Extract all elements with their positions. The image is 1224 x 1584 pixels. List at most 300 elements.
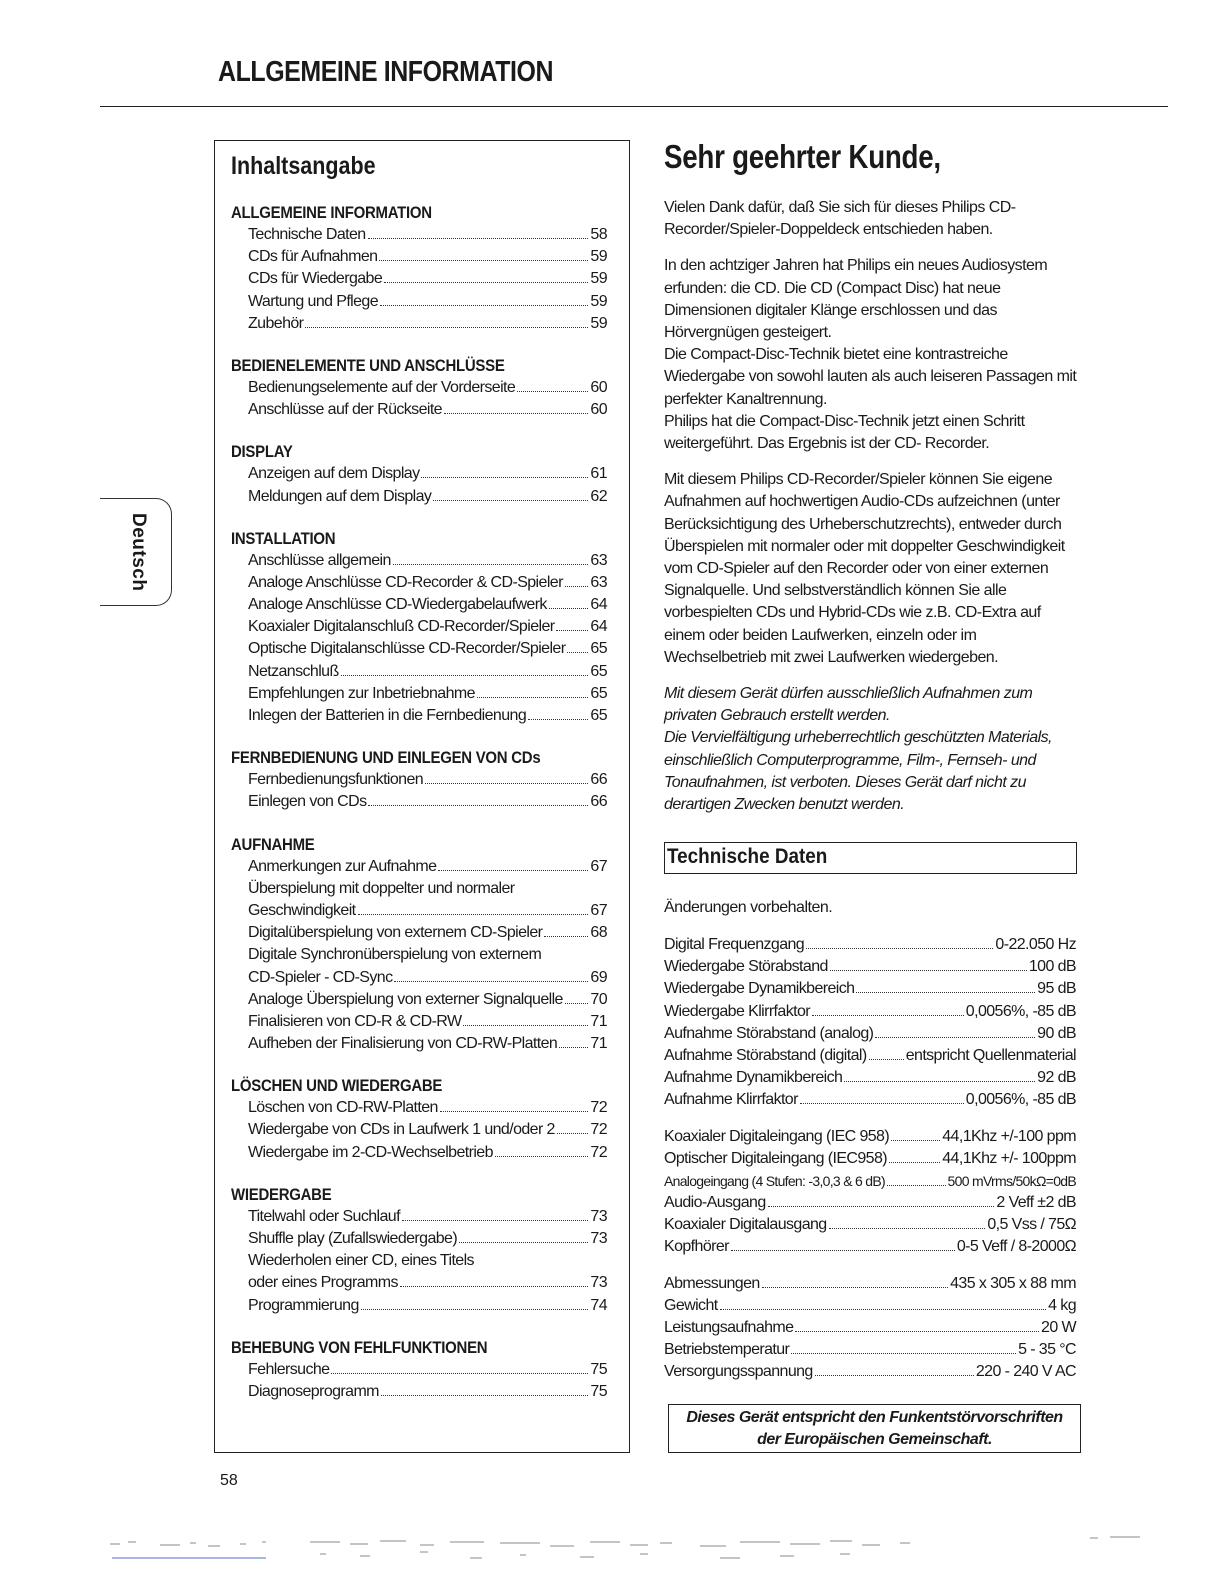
toc-leader-dots <box>556 630 588 631</box>
toc-entry-title: Anschlüsse allgemein <box>248 551 391 569</box>
toc-leader-dots <box>425 783 588 784</box>
toc-page-number: 74 <box>590 1296 607 1314</box>
spec-leader-dots <box>812 1015 964 1016</box>
spec-value: 100 dB <box>1028 958 1076 976</box>
toc-entry-line <box>248 1381 607 1403</box>
toc-leader-dots <box>477 697 588 698</box>
toc-leader-dots <box>400 1286 589 1287</box>
toc-page-number: 75 <box>590 1382 607 1400</box>
spec-leader-dots <box>795 1331 1039 1332</box>
compliance-notice <box>668 1404 1081 1453</box>
spec-leader-dots <box>889 1162 940 1163</box>
toc-page-number: 73 <box>590 1230 607 1247</box>
table-of-contents <box>214 140 630 1453</box>
toc-entry-title: Wiederholen einer CD, eines Titels <box>248 1252 474 1270</box>
spec-row <box>664 1126 1076 1148</box>
toc-page-number: 61 <box>590 465 607 483</box>
toc-entry[interactable] <box>248 878 607 922</box>
toc-entry-title: Wartung und Pflege <box>248 292 379 310</box>
toc-entry-line <box>248 1295 607 1317</box>
toc-section <box>231 1184 607 1317</box>
toc-entry-title: Aufheben der Finalisierung von CD-RW-Platten <box>248 1035 558 1053</box>
toc-entry-title: Anmerkungen zur Aufnahme <box>248 857 437 875</box>
toc-leader-dots <box>495 1156 588 1157</box>
spec-value: 500 mVrms/50kΩ=0dB <box>947 1172 1076 1189</box>
toc-page-number: 71 <box>590 1012 607 1030</box>
toc-leader-dots <box>358 914 589 915</box>
toc-leader-dots <box>402 1220 588 1221</box>
toc-entry[interactable] <box>248 572 607 594</box>
toc-entry-line <box>248 377 607 399</box>
spec-row <box>664 1192 1076 1214</box>
intro-line: Tonaufnahmen, ist verboten. Dieses Gerät darf nicht zu <box>664 773 1026 791</box>
toc-entry[interactable] <box>248 377 607 399</box>
toc-entry-line <box>248 1119 607 1141</box>
toc-section <box>231 528 607 728</box>
toc-entry-title: Titelwahl oder Suchlauf <box>248 1207 400 1225</box>
intro-line: Die Vervielfältigung urheberrechtlich geschützten Materials, <box>664 729 1052 747</box>
spec-value: 0,0056%, -85 dB <box>965 1091 1076 1109</box>
page-header-title: ALLGEMEINE INFORMATION <box>218 56 554 88</box>
intro-line: Überspielen mit normaler oder mit doppelter Geschwindigkeit <box>664 537 1065 555</box>
toc-entry-line <box>248 1033 607 1055</box>
toc-entry-line <box>248 1272 607 1294</box>
toc-page-number: 63 <box>590 573 607 591</box>
toc-page-number: 66 <box>590 793 607 811</box>
toc-entry-line <box>248 313 607 335</box>
intro-line: einschließlich Computerprogramme, Film-, Fernseh- und <box>664 751 1036 769</box>
toc-page-number: 71 <box>590 1035 607 1053</box>
toc-entry-title: Analoge Anschlüsse CD-Recorder & CD-Spieler <box>248 573 563 591</box>
toc-entry-title: Anschlüsse auf der Rückseite <box>248 401 442 419</box>
toc-entry-title: Löschen von CD-RW-Platten <box>248 1099 438 1117</box>
intro-line: Signalquelle. Und selbstverständlich können Sie alle <box>664 582 1007 600</box>
toc-leader-dots <box>384 282 588 283</box>
spec-value: 20 W <box>1041 1319 1076 1336</box>
toc-page-number: 65 <box>590 662 607 680</box>
toc-entry-title: Finalisieren von CD-R & CD-RW <box>248 1012 462 1030</box>
spec-label: Aufnahme Störabstand (digital) <box>664 1046 867 1064</box>
spec-leader-dots <box>768 1206 995 1207</box>
toc-entry-line <box>248 268 607 290</box>
spec-note: Änderungen vorbehalten. <box>664 899 833 916</box>
scan-artifact-decoration <box>0 1530 1224 1584</box>
spec-row <box>664 1001 1076 1023</box>
greeting-title: Sehr geehrter Kunde, <box>664 138 941 175</box>
intro-paragraph <box>664 197 1084 241</box>
toc-entry-title: Meldungen auf dem Display <box>248 487 432 505</box>
toc-leader-dots <box>379 260 588 261</box>
toc-entry[interactable] <box>248 1011 607 1033</box>
spec-row <box>664 1273 1076 1295</box>
spec-label: Optischer Digitaleingang (IEC958) <box>664 1149 887 1167</box>
spec-row <box>664 956 1076 978</box>
intro-line: weitergeführt. Das Ergebnis ist der CD- Recorder. <box>664 435 990 453</box>
toc-section <box>231 1337 607 1403</box>
toc-leader-dots <box>381 1395 588 1396</box>
toc-entry[interactable] <box>248 856 607 878</box>
toc-leader-dots <box>565 1003 589 1004</box>
spec-leader-dots <box>720 1309 1047 1310</box>
language-tab <box>100 498 172 606</box>
spec-leader-dots <box>869 1059 904 1060</box>
toc-leader-dots <box>565 586 589 587</box>
toc-entry[interactable] <box>248 399 607 421</box>
toc-entry[interactable] <box>248 463 607 485</box>
toc-page-number: 67 <box>590 857 607 875</box>
toc-entry-title: Optische Digitalanschlüsse CD-Recorder/Spieler <box>248 640 566 658</box>
spec-label: Wiedergabe Klirrfaktor <box>664 1002 810 1020</box>
toc-entry-line <box>248 967 607 989</box>
toc-entry-line <box>248 683 607 705</box>
toc-entry[interactable] <box>248 1033 607 1055</box>
toc-page-number: 65 <box>590 707 607 724</box>
toc-entry[interactable] <box>248 1206 607 1228</box>
intro-line: vorbespielten CDs und Hybrid-CDs wie z.B. CD-Extra auf <box>664 604 1041 622</box>
toc-leader-dots <box>440 1111 589 1112</box>
spec-group <box>664 934 1076 1112</box>
toc-section-heading: AUFNAHME <box>231 834 315 854</box>
toc-entry[interactable] <box>248 638 607 660</box>
toc-sections <box>231 202 607 1423</box>
toc-entry-title: Wiedergabe im 2-CD-Wechselbetrieb <box>248 1143 493 1161</box>
toc-entry[interactable] <box>248 989 607 1011</box>
toc-page-number: 65 <box>590 640 607 658</box>
intro-line: erfunden: die CD. Die CD (Compact Disc) hat neue <box>664 279 1001 297</box>
toc-entry-title: Geschwindigkeit <box>248 901 356 919</box>
toc-entry[interactable] <box>248 550 607 572</box>
toc-section-heading: WIEDERGABE <box>231 1184 332 1204</box>
toc-entry[interactable] <box>248 791 607 813</box>
toc-leader-dots <box>368 805 588 806</box>
spec-value: 0,5 Vss / 75Ω <box>987 1216 1076 1234</box>
toc-leader-dots <box>517 391 588 392</box>
toc-leader-dots <box>421 477 588 478</box>
toc-page-number: 67 <box>590 901 607 919</box>
toc-leader-dots <box>567 652 588 653</box>
toc-entry[interactable] <box>248 1228 607 1250</box>
spec-value: 0-22.050 Hz <box>995 936 1076 953</box>
intro-line: Recorder/Spieler-Doppeldeck entschieden haben. <box>664 221 993 239</box>
toc-entry[interactable] <box>248 661 607 683</box>
toc-leader-dots <box>463 1025 588 1026</box>
toc-entry-line <box>248 900 607 922</box>
toc-entry-line <box>248 944 607 966</box>
spec-label: Aufnahme Klirrfaktor <box>664 1091 798 1109</box>
intro-line: Philips hat die Compact-Disc-Technik jetzt einen Schritt <box>664 412 1025 430</box>
spec-leader-dots <box>762 1287 948 1288</box>
toc-entry-line <box>248 769 607 791</box>
toc-page-number: 60 <box>590 401 607 419</box>
toc-page-number: 60 <box>590 378 607 396</box>
toc-entry-line <box>248 224 607 246</box>
toc-leader-dots <box>361 1309 589 1310</box>
spec-title-box <box>664 842 1077 874</box>
spec-leader-dots <box>856 992 1035 993</box>
toc-entry[interactable] <box>248 594 607 616</box>
toc-entry-line <box>248 1142 607 1164</box>
spec-label: Digital Frequenzgang <box>664 936 805 953</box>
toc-page-number: 64 <box>590 596 607 614</box>
intro-line: Die Compact-Disc-Technik bietet eine kontrastreiche <box>664 346 1008 364</box>
intro-line: Wiedergabe von sowohl lauten als auch leiseren Passagen mit <box>664 368 1077 386</box>
toc-entry-line <box>248 594 607 616</box>
toc-entry-title: Empfehlungen zur Inbetriebnahme <box>248 684 475 702</box>
toc-entry-title: Fernbedienungsfunktionen <box>248 771 424 789</box>
toc-leader-dots <box>305 327 588 328</box>
toc-page-number: 72 <box>590 1121 607 1139</box>
language-tab-label: Deutsch <box>128 513 149 592</box>
toc-entry[interactable] <box>248 1359 607 1381</box>
toc-leader-dots <box>341 675 589 676</box>
spec-label: Wiedergabe Störabstand <box>664 958 828 976</box>
toc-entry-title: Zubehör <box>248 314 304 332</box>
spec-value: 44,1Khz +/- 100ppm <box>942 1149 1076 1167</box>
toc-entry-title: Shuffle play (Zufallswiedergabe) <box>248 1230 458 1247</box>
intro-line: einem oder beiden Laufwerken, einzeln oder im <box>664 626 977 644</box>
toc-page-number: 62 <box>590 487 607 505</box>
spec-label: Aufnahme Störabstand (analog) <box>664 1024 874 1042</box>
toc-entry-title: Inlegen der Batterien in die Fernbedienung <box>248 707 527 724</box>
toc-entry-line <box>248 791 607 813</box>
toc-entry-title: Koaxialer Digitalanschluß CD-Recorder/Spieler <box>248 618 555 636</box>
toc-entry[interactable] <box>248 1119 607 1141</box>
toc-entry-line <box>248 1206 607 1228</box>
toc-entry-line <box>248 638 607 660</box>
toc-entry-line <box>248 1011 607 1033</box>
intro-line: In den achtziger Jahren hat Philips ein neues Audiosystem <box>664 257 1048 275</box>
toc-page-number: 75 <box>590 1360 607 1378</box>
spec-value: 4 kg <box>1048 1296 1076 1314</box>
spec-label: Leistungsaufnahme <box>664 1319 794 1336</box>
toc-page-number: 58 <box>590 226 607 243</box>
toc-entry-title: Digitale Synchronüberspielung von externem <box>248 946 542 964</box>
toc-entry[interactable] <box>248 683 607 705</box>
toc-entry-line <box>248 705 607 727</box>
spec-label: Koaxialer Digitalausgang <box>664 1216 827 1234</box>
spec-label: Koaxialer Digitaleingang (IEC 958) <box>664 1127 890 1145</box>
spec-label: Gewicht <box>664 1296 718 1314</box>
toc-leader-dots <box>528 719 588 720</box>
spec-row <box>664 1339 1076 1361</box>
toc-page-number: 73 <box>590 1274 607 1292</box>
toc-entry-title: CDs für Wiedergabe <box>248 270 383 288</box>
intro-line: privaten Gebrauch erstellt werden. <box>664 707 890 725</box>
toc-page-number: 65 <box>590 684 607 702</box>
toc-entry-title: Programmierung <box>248 1296 359 1314</box>
spec-label: Analogeingang (4 Stufen: -3,0,3 & 6 dB) <box>664 1172 885 1189</box>
compliance-line: der Europäischen Gemeinschaft. <box>757 1431 992 1448</box>
toc-entry-line <box>248 463 607 485</box>
toc-entry[interactable] <box>248 1142 607 1164</box>
page-number: 58 <box>220 1472 238 1489</box>
toc-entry-title: Anzeigen auf dem Display <box>248 465 420 483</box>
toc-entry-line <box>248 661 607 683</box>
toc-entry-line <box>248 572 607 594</box>
toc-leader-dots <box>394 981 588 982</box>
toc-page-number: 59 <box>590 292 607 310</box>
toc-section-heading: FERNBEDIENUNG UND EINLEGEN VON CDs <box>231 748 541 768</box>
spec-leader-dots <box>815 1375 974 1376</box>
intro-text <box>664 197 1084 830</box>
intro-line: derartigen Zwecken benutzt werden. <box>664 796 905 814</box>
intro-line: Mit diesem Philips CD-Recorder/Spieler können Sie eigene <box>664 471 1053 489</box>
toc-entry[interactable] <box>248 313 607 335</box>
toc-leader-dots <box>368 238 589 239</box>
toc-section <box>231 1075 607 1164</box>
spec-value: entspricht Quellenmaterial <box>905 1046 1076 1064</box>
toc-entry-title: Technische Daten <box>248 226 366 243</box>
spec-row <box>664 1214 1076 1236</box>
toc-entry-line <box>248 486 607 508</box>
toc-page-number: 70 <box>590 990 607 1008</box>
toc-entry[interactable] <box>248 246 607 268</box>
toc-leader-dots <box>557 1133 589 1134</box>
toc-section-heading: INSTALLATION <box>231 528 336 548</box>
spec-value: 44,1Khz +/-100 ppm <box>942 1127 1076 1145</box>
toc-entry[interactable] <box>248 1381 607 1403</box>
toc-entry-title: Analoge Anschlüsse CD-Wiedergabelaufwerk <box>248 596 547 614</box>
spec-label: Betriebstemperatur <box>664 1341 790 1359</box>
toc-entry-line <box>248 1250 607 1272</box>
toc-section-heading: BEDIENELEMENTE UND ANSCHLÜSSE <box>231 355 505 375</box>
toc-entry[interactable] <box>248 1250 607 1294</box>
spec-row <box>664 1317 1076 1339</box>
intro-line: Aufnahmen auf hochwertigen Audio-CDs aufzeichnen (unter <box>664 493 1060 511</box>
spec-row <box>664 1295 1076 1317</box>
spec-row <box>664 1170 1076 1192</box>
toc-page-number: 69 <box>590 968 607 986</box>
toc-leader-dots <box>380 305 588 306</box>
toc-entry[interactable] <box>248 291 607 313</box>
toc-entry[interactable] <box>248 616 607 638</box>
toc-entry-title: Analoge Überspielung von externer Signalquelle <box>248 990 563 1008</box>
toc-entry-line <box>248 246 607 268</box>
toc-page-number: 73 <box>590 1207 607 1225</box>
toc-entry[interactable] <box>248 268 607 290</box>
spec-label: Audio-Ausgang <box>664 1194 766 1212</box>
toc-entry[interactable] <box>248 922 607 944</box>
spec-row <box>664 978 1076 1000</box>
spec-row <box>664 1361 1076 1383</box>
spec-leader-dots <box>844 1081 1035 1082</box>
toc-entry-title: Wiedergabe von CDs in Laufwerk 1 und/oder 2 <box>248 1121 555 1139</box>
spec-leader-dots <box>830 970 1027 971</box>
toc-entry[interactable] <box>248 1295 607 1317</box>
spec-leader-dots <box>791 1353 1016 1354</box>
toc-entry-title: CD-Spieler - CD-Sync <box>248 968 393 986</box>
toc-section-heading: BEHEBUNG VON FEHLFUNKTIONEN <box>231 1337 488 1357</box>
toc-leader-dots <box>433 500 588 501</box>
toc-section-heading: ALLGEMEINE INFORMATION <box>231 203 432 222</box>
toc-leader-dots <box>331 1373 588 1374</box>
toc-page-number: 66 <box>590 771 607 789</box>
toc-entry-title: Digitalüberspielung von externem CD-Spieler <box>248 924 543 942</box>
spec-label: Aufnahme Dynamikbereich <box>664 1069 843 1087</box>
toc-section <box>231 441 607 507</box>
toc-entry[interactable] <box>248 769 607 791</box>
toc-entry-line <box>248 399 607 421</box>
toc-page-number: 63 <box>590 551 607 569</box>
toc-entry[interactable] <box>248 486 607 508</box>
spec-leader-dots <box>875 1037 1035 1038</box>
toc-entry-title: Fehlersuche <box>248 1360 330 1378</box>
toc-page-number: 68 <box>590 924 607 942</box>
spec-value: 95 dB <box>1037 980 1076 998</box>
toc-leader-dots <box>559 1047 588 1048</box>
intro-paragraph <box>664 683 1084 816</box>
spec-label: Abmessungen <box>664 1274 760 1292</box>
toc-entry-title: Diagnoseprogramm <box>248 1382 379 1400</box>
toc-entry-title: CDs für Aufnahmen <box>248 248 378 266</box>
toc-section-heading: DISPLAY <box>231 442 293 462</box>
spec-label: Versorgungsspannung <box>664 1363 813 1381</box>
spec-value: 435 x 305 x 88 mm <box>950 1274 1076 1292</box>
spec-label: Kopfhörer <box>664 1238 729 1256</box>
spec-leader-dots <box>891 1140 940 1141</box>
toc-leader-dots <box>459 1242 588 1243</box>
toc-entry-line <box>248 1097 607 1119</box>
toc-entry[interactable] <box>248 224 607 246</box>
toc-entry[interactable] <box>248 1097 607 1119</box>
spec-value: 0,0056%, -85 dB <box>965 1002 1076 1020</box>
toc-leader-dots <box>544 936 588 937</box>
toc-entry[interactable] <box>248 705 607 727</box>
toc-section <box>231 834 607 1056</box>
intro-line: Hörvergnügen gesteigert. <box>664 324 832 342</box>
toc-entry[interactable] <box>248 944 607 988</box>
spec-row <box>664 1045 1076 1067</box>
toc-entry-line <box>248 878 607 900</box>
spec-row <box>664 1067 1076 1089</box>
toc-entry-title: Netzanschluß <box>248 662 339 680</box>
toc-entry-line <box>248 856 607 878</box>
spec-value: 220 - 240 V AC <box>975 1363 1076 1381</box>
spec-row <box>664 1148 1076 1170</box>
toc-page-number: 72 <box>590 1099 607 1117</box>
toc-leader-dots <box>393 564 589 565</box>
spec-row <box>664 1023 1076 1045</box>
toc-entry-line <box>248 1228 607 1250</box>
toc-entry-line <box>248 989 607 1011</box>
spec-title: Technische Daten <box>667 845 828 868</box>
intro-line: Wechselbetrieb mit zwei Laufwerken wiedergeben. <box>664 648 999 666</box>
toc-section <box>231 202 607 335</box>
spec-value: 0-5 Veff / 8-2000Ω <box>956 1238 1076 1256</box>
spec-leader-dots <box>887 1185 946 1186</box>
toc-entry-line <box>248 1359 607 1381</box>
spec-row <box>664 1236 1076 1258</box>
toc-section <box>231 747 607 813</box>
toc-page-number: 59 <box>590 270 607 288</box>
spec-row <box>664 1089 1076 1111</box>
spec-label: Wiedergabe Dynamikbereich <box>664 980 855 998</box>
intro-line: Berücksichtigung des Urheberschutzrechts), entweder durch <box>664 515 1062 533</box>
spec-leader-dots <box>829 1228 986 1229</box>
intro-line: vom CD-Spieler auf den Recorder oder von einer externen <box>664 560 1049 578</box>
toc-entry-title: Überspielung mit doppelter und normaler <box>248 879 515 897</box>
toc-entry-title: oder eines Programms <box>248 1274 398 1292</box>
spec-leader-dots <box>806 948 993 949</box>
toc-entry-line <box>248 550 607 572</box>
toc-entry-line <box>248 291 607 313</box>
toc-leader-dots <box>438 870 588 871</box>
toc-page-number: 59 <box>590 314 607 332</box>
toc-section-heading: LÖSCHEN UND WIEDERGABE <box>231 1076 443 1096</box>
spec-group <box>664 1273 1076 1384</box>
intro-line: Dimensionen digitaler Klänge erschlossen und das <box>664 301 997 319</box>
spec-group <box>664 1126 1076 1259</box>
